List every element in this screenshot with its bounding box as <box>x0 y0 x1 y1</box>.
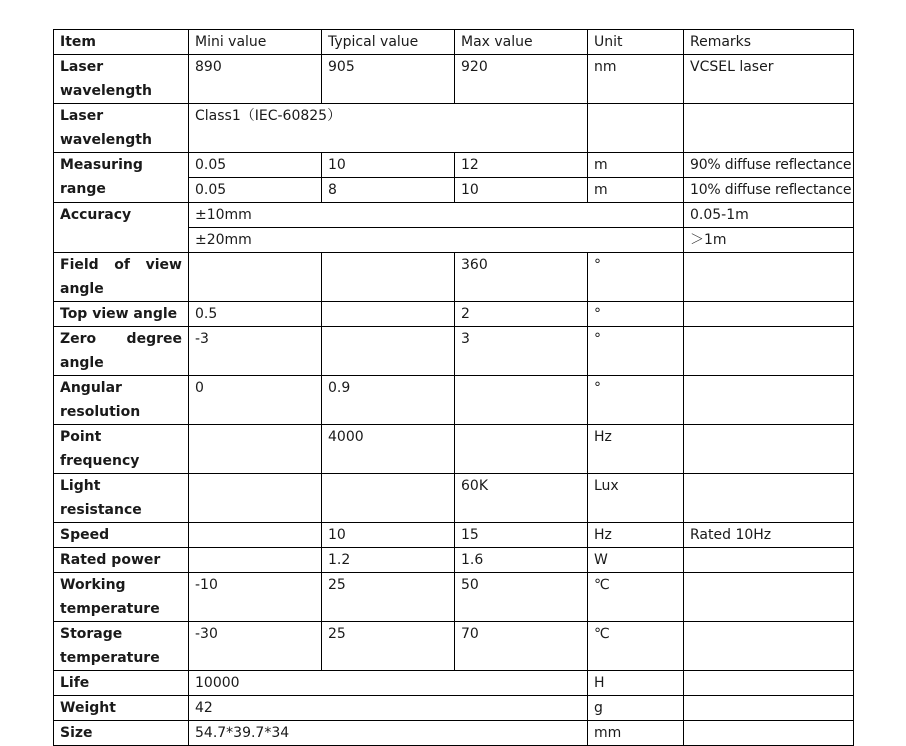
cell-unit: ° <box>588 376 684 425</box>
cell-typical: 25 <box>322 622 455 671</box>
cell-mini: 0.05 <box>189 178 322 203</box>
row-item-label: Size <box>54 721 189 746</box>
cell-max: 360 <box>455 253 588 302</box>
row-item-label: Working temperature <box>54 573 189 622</box>
row-item-label: Storage temperature <box>54 622 189 671</box>
cell-unit: ° <box>588 327 684 376</box>
table-row <box>54 523 854 548</box>
cell-max <box>455 376 588 425</box>
cell-unit: g <box>588 696 684 721</box>
cell-mini: 890 <box>189 55 322 104</box>
cell-max: 3 <box>455 327 588 376</box>
cell-remarks: Rated 10Hz <box>684 523 854 548</box>
cell-unit: W <box>588 548 684 573</box>
row-item-label: Angular resolution <box>54 376 189 425</box>
cell-mini: 0 <box>189 376 322 425</box>
cell-remarks <box>684 327 854 376</box>
cell-remarks <box>684 573 854 622</box>
row-item-label: Accuracy <box>54 203 189 253</box>
cell-remarks <box>684 721 854 746</box>
cell-typical <box>322 474 455 523</box>
table-row <box>54 721 854 746</box>
cell-value: ±10mm <box>189 203 684 228</box>
cell-mini: 0.5 <box>189 302 322 327</box>
table-row <box>54 696 854 721</box>
cell-unit: Hz <box>588 425 684 474</box>
row-item-label: Laser wavelength <box>54 104 189 153</box>
cell-max: 70 <box>455 622 588 671</box>
table-row <box>54 153 854 178</box>
cell-unit: H <box>588 671 684 696</box>
cell-max: 10 <box>455 178 588 203</box>
cell-unit: nm <box>588 55 684 104</box>
cell-unit: mm <box>588 721 684 746</box>
row-item-label: Measuring range <box>54 153 189 203</box>
table-row <box>54 622 854 671</box>
cell-typical: 25 <box>322 573 455 622</box>
table-row <box>54 548 854 573</box>
cell-mini <box>189 474 322 523</box>
row-item-label: Speed <box>54 523 189 548</box>
header-item: Item <box>54 30 189 55</box>
cell-remarks: 0.05-1m <box>684 203 854 228</box>
cell-typical <box>322 327 455 376</box>
cell-typical: 10 <box>322 523 455 548</box>
cell-typical <box>322 302 455 327</box>
cell-mini <box>189 425 322 474</box>
row-item-label: Field of view angle <box>54 253 189 302</box>
cell-unit: m <box>588 178 684 203</box>
cell-remarks <box>684 474 854 523</box>
cell-mini: -3 <box>189 327 322 376</box>
cell-remarks <box>684 622 854 671</box>
cell-typical: 0.9 <box>322 376 455 425</box>
cell-remarks: 10% diffuse reflectance <box>684 178 854 203</box>
cell-max: 920 <box>455 55 588 104</box>
header-max-value: Max value <box>455 30 588 55</box>
table-row <box>54 671 854 696</box>
cell-value: 10000 <box>189 671 588 696</box>
cell-remarks <box>684 696 854 721</box>
cell-unit: Hz <box>588 523 684 548</box>
cell-remarks <box>684 425 854 474</box>
cell-mini: -10 <box>189 573 322 622</box>
cell-value: 42 <box>189 696 588 721</box>
cell-remarks <box>684 104 854 153</box>
cell-unit <box>588 104 684 153</box>
cell-typical <box>322 253 455 302</box>
cell-unit: ° <box>588 302 684 327</box>
cell-unit: ℃ <box>588 622 684 671</box>
cell-remarks: ＞1m <box>684 228 854 253</box>
row-item-label: Rated power <box>54 548 189 573</box>
table-row <box>54 253 854 302</box>
cell-max: 2 <box>455 302 588 327</box>
cell-max: 60K <box>455 474 588 523</box>
cell-remarks: 90% diffuse reflectance <box>684 153 854 178</box>
cell-unit: m <box>588 153 684 178</box>
cell-max: 12 <box>455 153 588 178</box>
cell-mini <box>189 523 322 548</box>
header-unit: Unit <box>588 30 684 55</box>
table-row <box>54 327 854 376</box>
cell-max: 15 <box>455 523 588 548</box>
header-row <box>54 30 854 55</box>
table-row <box>54 203 854 228</box>
spec-table <box>53 29 854 746</box>
cell-unit: Lux <box>588 474 684 523</box>
row-item-label: Point frequency <box>54 425 189 474</box>
table-row <box>54 376 854 425</box>
row-item-label: Life <box>54 671 189 696</box>
cell-typical: 905 <box>322 55 455 104</box>
cell-max: 1.6 <box>455 548 588 573</box>
table-row <box>54 302 854 327</box>
cell-value: Class1（IEC-60825） <box>189 104 588 153</box>
row-item-label: Top view angle <box>54 302 189 327</box>
cell-value: ±20mm <box>189 228 684 253</box>
row-item-label: Zero degree angle <box>54 327 189 376</box>
cell-value: 54.7*39.7*34 <box>189 721 588 746</box>
cell-mini: -30 <box>189 622 322 671</box>
cell-typical: 1.2 <box>322 548 455 573</box>
row-item-label: Laser wavelength <box>54 55 189 104</box>
cell-mini <box>189 253 322 302</box>
cell-remarks <box>684 302 854 327</box>
header-remarks: Remarks <box>684 30 854 55</box>
cell-max <box>455 425 588 474</box>
cell-remarks: VCSEL laser <box>684 55 854 104</box>
cell-remarks <box>684 376 854 425</box>
row-item-label: Weight <box>54 696 189 721</box>
cell-remarks <box>684 671 854 696</box>
header-typical-value: Typical value <box>322 30 455 55</box>
row-item-label: Light resistance <box>54 474 189 523</box>
cell-mini <box>189 548 322 573</box>
table-row <box>54 104 854 153</box>
table-row <box>54 474 854 523</box>
cell-typical: 4000 <box>322 425 455 474</box>
cell-unit: ℃ <box>588 573 684 622</box>
cell-mini: 0.05 <box>189 153 322 178</box>
cell-max: 50 <box>455 573 588 622</box>
cell-unit: ° <box>588 253 684 302</box>
cell-remarks <box>684 253 854 302</box>
cell-typical: 8 <box>322 178 455 203</box>
cell-typical: 10 <box>322 153 455 178</box>
table-row <box>54 55 854 104</box>
header-mini-value: Mini value <box>189 30 322 55</box>
table-row <box>54 573 854 622</box>
table-row <box>54 425 854 474</box>
cell-remarks <box>684 548 854 573</box>
